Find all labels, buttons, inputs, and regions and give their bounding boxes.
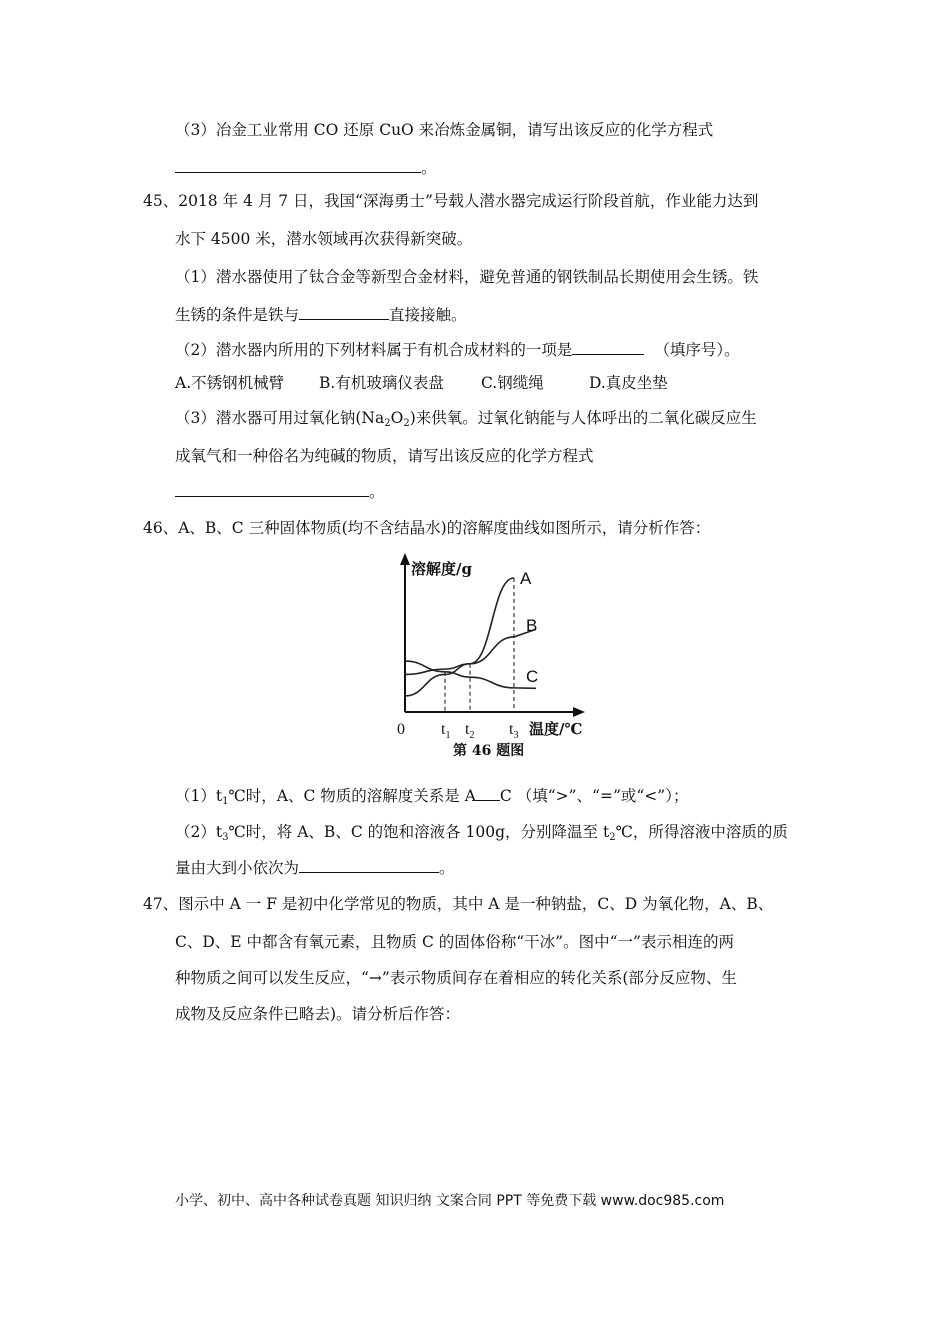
answer-blank xyxy=(175,482,369,497)
x-tick-t3: $t_3$ xyxy=(509,721,519,741)
text: O xyxy=(390,409,404,427)
text: ℃，所得溶液中溶质的质 xyxy=(615,823,788,841)
y-axis-arrow xyxy=(400,553,410,565)
page-footer: 小学、初中、高中各种试卷真题 知识归纳 文案合同 PPT 等免费下载 www.doc985.com xyxy=(175,1193,725,1209)
q46-line1: 46、A、B、C 三种固体物质(均不含结晶水)的溶解度曲线如图所示，请分析作答： xyxy=(143,519,711,537)
text: C （填“>”、“=”或“<”）； xyxy=(499,787,689,805)
q47-line3: 种物质之间可以发生反应，“→”表示物质间存在着相应的转化关系(部分反应物、生 xyxy=(175,969,737,987)
text: 量由大到小依次为 xyxy=(175,859,300,877)
series-A-line xyxy=(405,578,514,696)
x-axis-arrow xyxy=(573,707,585,717)
text: （3）潜水器可用过氧化钠(Na xyxy=(175,409,385,427)
q44-part3: （3）冶金工业常用 CO 还原 CuO 来冶炼金属铜，请写出该反应的化学方程式 xyxy=(175,121,714,139)
text: （1）t xyxy=(175,787,223,805)
period: 。 xyxy=(421,159,437,177)
series-A-label: A xyxy=(520,569,532,588)
x-tick-t1: $t_1$ xyxy=(441,721,451,741)
subscript: 2 xyxy=(384,418,391,429)
answer-blank xyxy=(175,158,421,173)
x-tick-t2: $t_2$ xyxy=(465,721,475,741)
period: 。 xyxy=(439,859,455,877)
text: ℃时，将 A、B、C 的饱和溶液各 100g，分别降温至 t xyxy=(228,823,610,841)
text: 生锈的条件是铁与 xyxy=(175,306,300,324)
q45-part2 xyxy=(175,340,740,360)
q45-part1-line1: （1）潜水器使用了钛合金等新型合金材料，避免普通的钢铁制品长期使用会生锈。铁 xyxy=(175,268,759,286)
answer-blank xyxy=(476,786,500,801)
x-axis-label: 温度/℃ xyxy=(529,720,583,738)
answer-blank xyxy=(572,340,644,355)
q44-part3-answer-line xyxy=(175,158,437,178)
q46-part1 xyxy=(175,786,688,806)
text: （2）潜水器内所用的下列材料属于有机合成材料的一项是 xyxy=(175,341,573,359)
answer-blank xyxy=(299,858,439,873)
text: )来供氧。过氧化钠能与人体呼出的二氧化碳反应生 xyxy=(409,409,757,427)
solubility-chart xyxy=(393,550,593,760)
text: ℃时，A、C 物质的溶解度关系是 A xyxy=(228,787,476,805)
q45-option-c: C.钢缆绳 xyxy=(481,374,544,392)
y-axis-label: 溶解度/g xyxy=(411,560,472,578)
series-C-label: C xyxy=(526,666,539,686)
subscript: 3 xyxy=(222,832,229,843)
series-B-label: B xyxy=(526,615,538,635)
q45-part3-answer-line xyxy=(175,482,385,502)
q45-option-d: D.真皮坐垫 xyxy=(589,374,668,392)
chart-labels xyxy=(397,560,582,759)
answer-blank xyxy=(299,305,389,320)
subscript: 1 xyxy=(222,796,229,807)
q45-line1: 45、2018 年 4 月 7 日，我国“深海勇士”号载人潜水器完成运行阶段首航，作业能力达到 xyxy=(143,192,759,210)
q45-option-a: A.不锈钢机械臂 xyxy=(175,374,285,392)
q45-line2: 水下 4500 米，潜水领域再次获得新突破。 xyxy=(175,230,473,248)
text: （2）t xyxy=(175,823,223,841)
q46-part2-line2 xyxy=(175,858,455,878)
q47-line4: 成物及反应条件已略去)。请分析后作答： xyxy=(175,1005,461,1023)
figure-caption: 第 46 题图 xyxy=(453,743,525,759)
q45-part3-line2: 成氧气和一种俗名为纯碱的物质，请写出该反应的化学方程式 xyxy=(175,447,594,465)
q45-option-b: B.有机玻璃仪表盘 xyxy=(319,374,444,392)
text: （填序号）。 xyxy=(654,341,740,359)
period: 。 xyxy=(369,483,385,501)
q45-part3-line1 xyxy=(175,408,757,428)
origin-label: 0 xyxy=(397,721,405,738)
subscript: 2 xyxy=(609,832,616,843)
text: 直接接触。 xyxy=(389,306,467,324)
q47-line2: C、D、E 中都含有氧元素，且物质 C 的固体俗称“干冰”。图中“一”表示相连的两 xyxy=(175,933,734,951)
q47-line1: 47、图示中 A 一 F 是初中化学常见的物质，其中 A 是一种钠盐，C、D 为氧化物，A、B、 xyxy=(143,895,774,913)
subscript: 2 xyxy=(403,418,410,429)
q45-part1-line2 xyxy=(175,305,467,325)
q46-part2-line1 xyxy=(175,822,788,842)
